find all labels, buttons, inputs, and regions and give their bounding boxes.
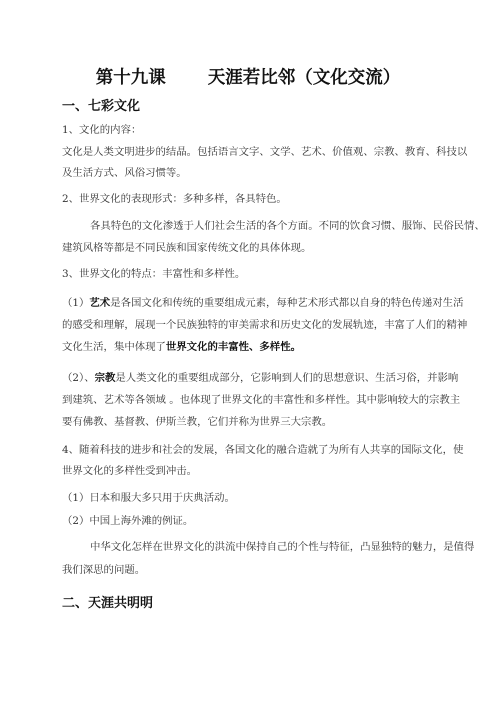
paragraph-line: 要有佛教、基督教、伊斯兰教，它们并称为世界三大宗教。 <box>62 416 333 428</box>
paragraph-line: 及生活方式、风俗习惯等。 <box>62 167 187 179</box>
paragraph-line <box>62 296 464 310</box>
paragraph-line: 1、文化的内容： <box>62 124 142 136</box>
paragraph-line: 3、世界文化的特点：丰富性和多样性。 <box>62 268 246 280</box>
paragraph-line: 中华文化怎样在世界文化的洪流中保持自己的个性与特征，凸显独特的魅力，是值得 <box>90 541 475 553</box>
paragraph-line: （1）日本和服大多只用于庆典活动。 <box>62 492 235 504</box>
emphasis-text: 世界文化的丰富性、多样性。 <box>165 341 301 353</box>
keyword-art: 艺术 <box>89 297 111 309</box>
text-run: 是各国文化和传统的重要组成元素，每种艺术形式都以自身的特色传递对生活 <box>110 297 464 309</box>
text-run: 文化生活，集中体现了 <box>62 341 166 353</box>
paragraph-line: 4、随着科技的进步和社会的发展，各国文化的融合造就了为所有人共享的国际文化，使 <box>62 444 464 456</box>
paragraph-line <box>62 340 442 354</box>
lesson-number: 第十九课 <box>95 68 166 88</box>
paragraph-line: 世界文化的多样性受到冲击。 <box>62 465 198 477</box>
paragraph-line: 2、世界文化的表现形式：多种多样，各具特色。 <box>62 193 287 205</box>
paragraph-line: 各具特色的文化渗透于人们社会生活的各个方面。不同的饮食习惯、服饰、民俗民情、 <box>90 220 485 232</box>
list-marker: （2）、 <box>62 372 95 384</box>
paragraph-line: 到建筑、艺术等各领域 。也体现了世界文化的丰富性和多样性。其中影响较大的宗教主 <box>62 394 461 406</box>
paragraph-line: （2）中国上海外滩的例证。 <box>62 515 194 527</box>
keyword-religion: 宗教 <box>94 372 116 384</box>
paragraph-line: 文化是人类文明进步的结晶。包括语言文字、文学、艺术、价值观、宗教、教育、科技以 <box>62 146 468 158</box>
paragraph-line <box>62 371 459 385</box>
paragraph-line: 我们深思的问题。 <box>62 564 146 576</box>
list-marker: （1） <box>62 297 90 309</box>
section-heading-1: 一、七彩文化 <box>62 99 141 114</box>
lesson-title <box>0 64 496 89</box>
section-heading-2: 二、天涯共明明 <box>62 596 154 611</box>
paragraph-line: 的感受和理解，展现一个民族独特的审美需求和历史文化的发展轨迹，丰富了人们的精神 <box>62 319 468 331</box>
lesson-name: 天涯若比邻（文化交流） <box>207 68 401 88</box>
paragraph-line: 建筑风格等都是不同民族和国家传统文化的具体体现。 <box>62 242 312 254</box>
text-run: 是人类文化的重要组成部分，它影响到人们的思想意识、生活习俗，并影响 <box>115 372 459 384</box>
